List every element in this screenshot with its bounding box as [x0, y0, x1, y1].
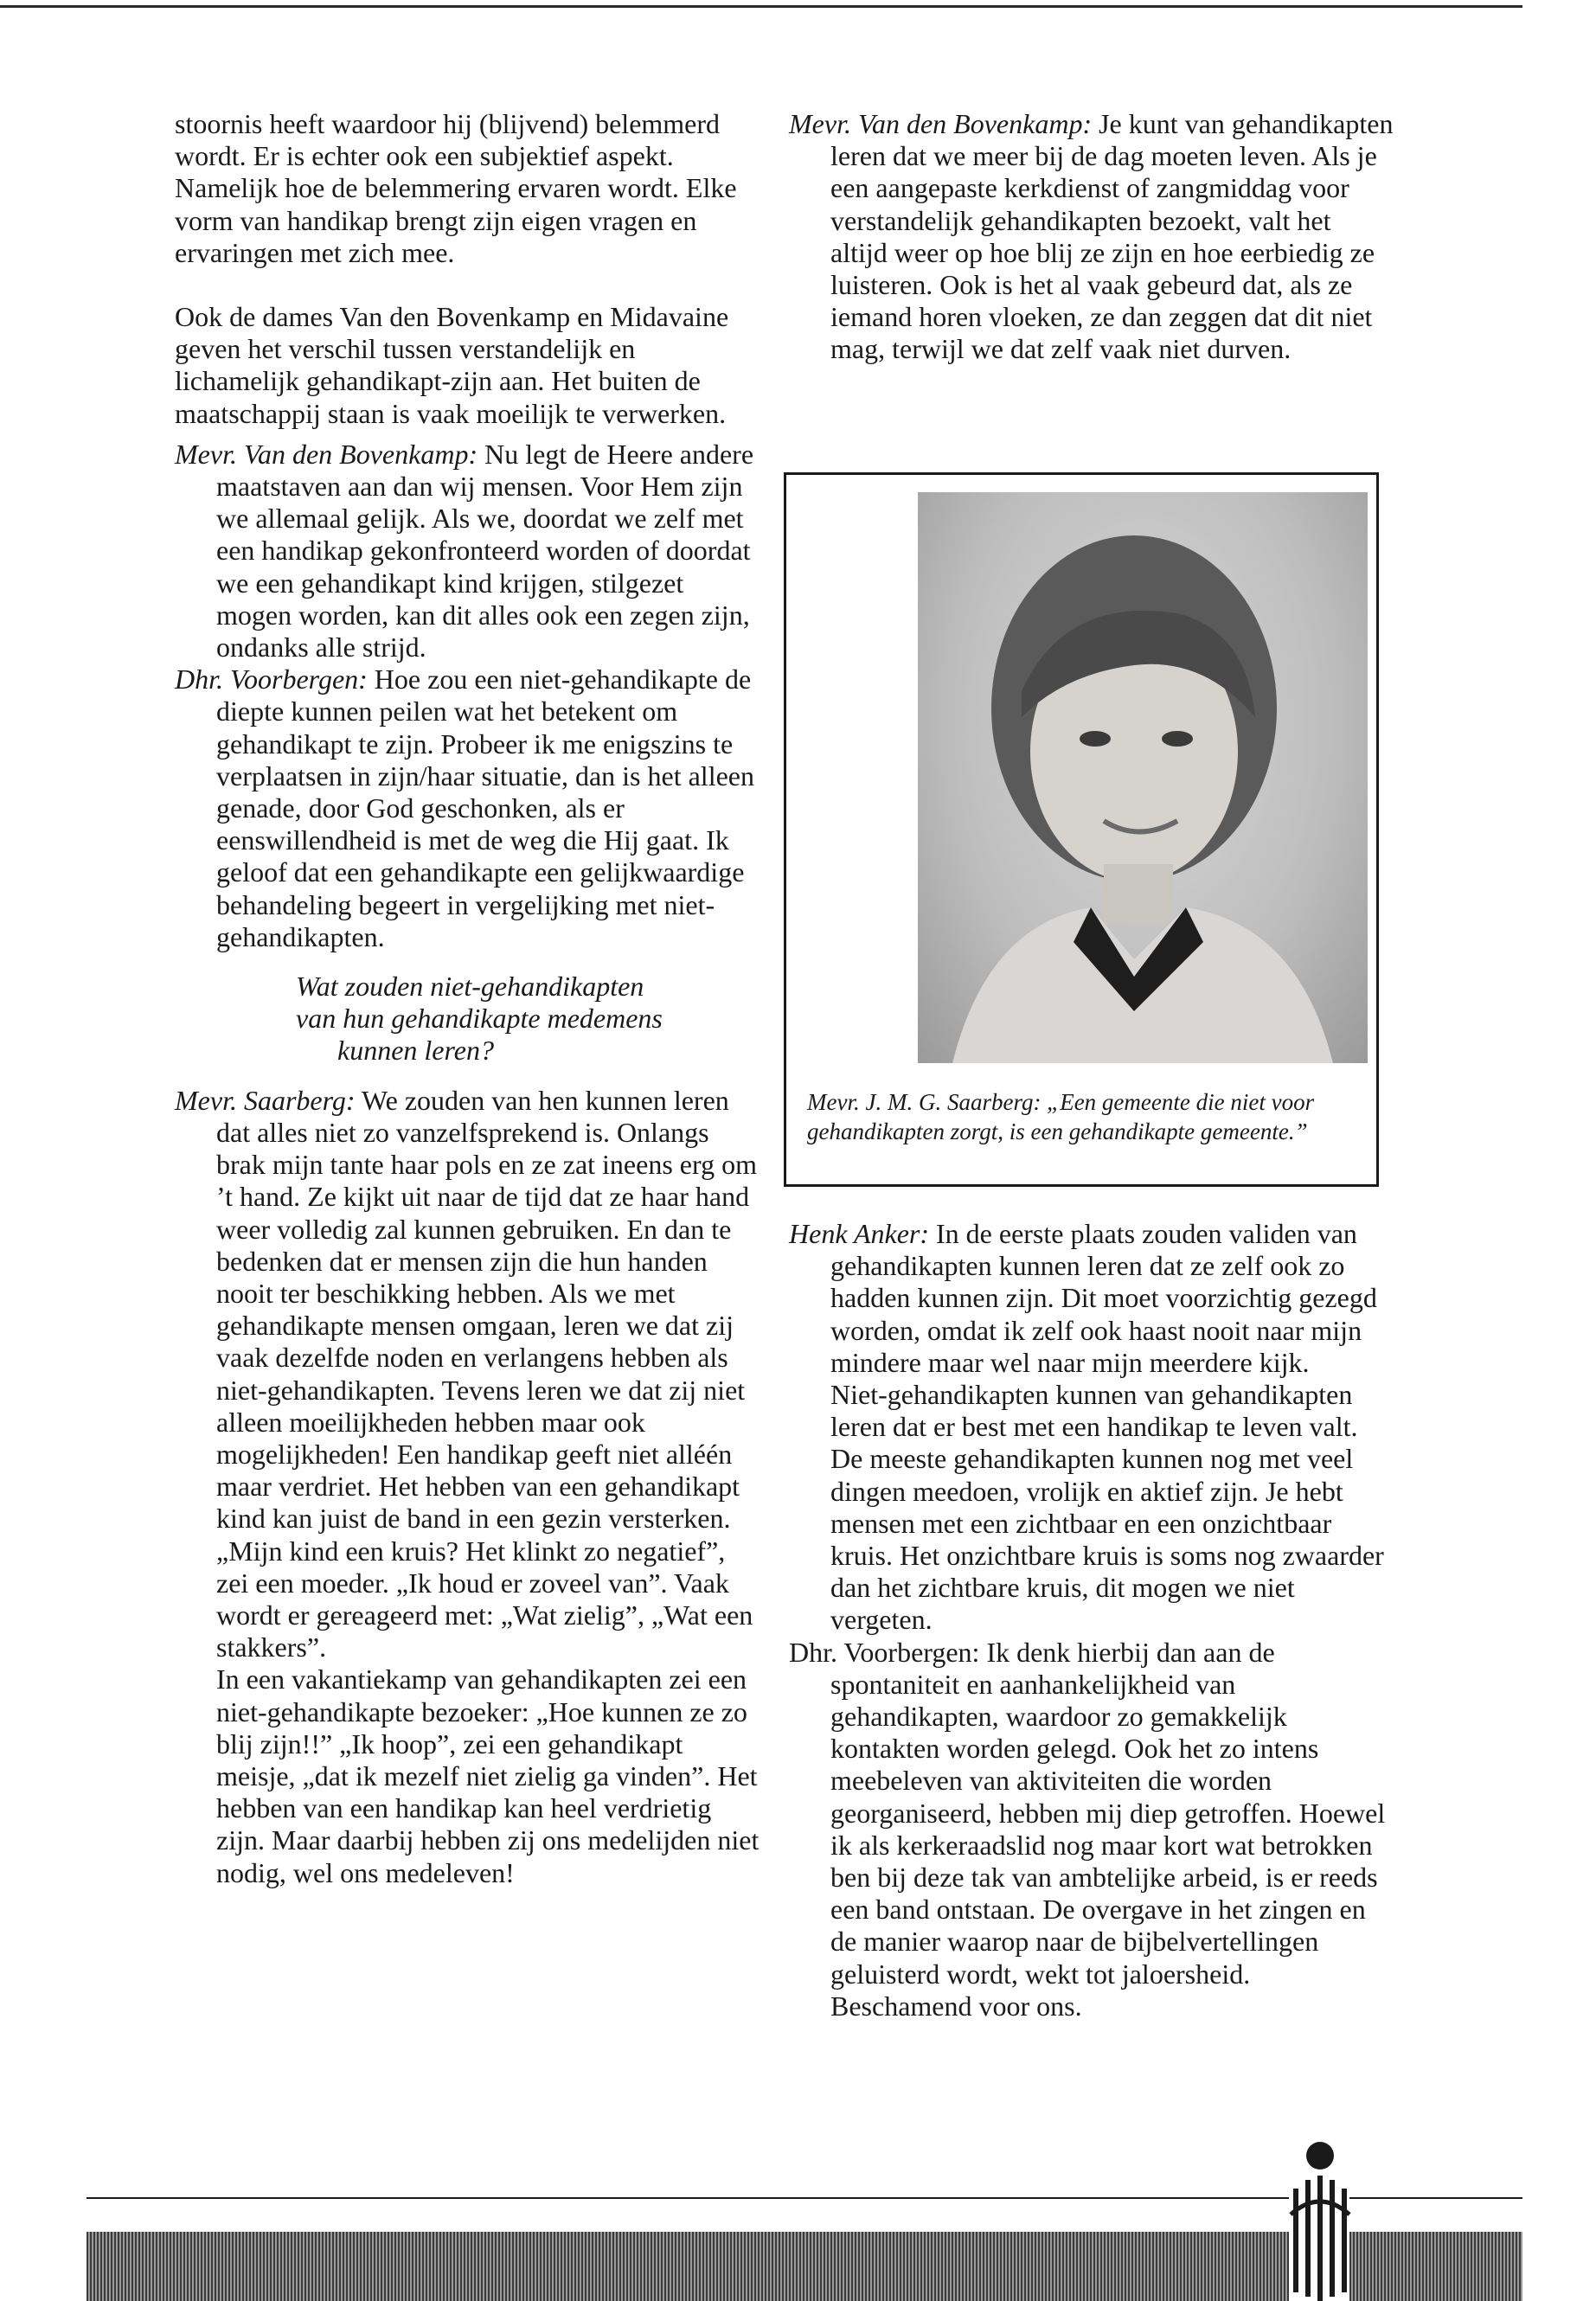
portrait-photo — [918, 492, 1368, 1063]
left-paragraph-4 — [175, 663, 760, 953]
left-paragraph-3 — [175, 439, 760, 663]
right-column-lower — [789, 1218, 1394, 2022]
answer-text: In de eerste plaats zouden validen van gehandikapten kunnen leren dat ze zelf ook zo hadden kunnen zijn. Dit moet voorzichtig gezegd worden, omdat ik zelf ook haast nooit naar mijn mindere maar wel naar mijn meerdere kijk. — [830, 1218, 1377, 1378]
right-paragraph-2 — [789, 1218, 1394, 1379]
left-paragraph-6: In een vakantiekamp van gehandikapten zei een niet-gehandikapte bezoeker: „Hoe kunnen ze zo blij zijn!!” „Ik hoop”, zei een gehandikapt meisje, „dat ik mezelf niet zielig ga vinden”. Het hebben van een handikap kan heel verdrietig zijn. Maar daarbij hebben zij ons medelijden niet nodig, wel ons medeleven! — [216, 1663, 760, 1888]
speaker-bovenkamp: Mevr. Van den Bovenkamp: — [175, 438, 478, 470]
top-rule — [0, 5, 1522, 8]
photo-box — [784, 472, 1379, 1187]
speaker-voorbergen: Dhr. Voorbergen: — [175, 663, 368, 695]
left-paragraph-5 — [175, 1085, 760, 1664]
answer-text: Ik denk hierbij dan aan de spontaniteit en aanhankelijkheid van gehandikapten, waardoor zo gemakkelijk kontakten worden gelegd. Ook het zo intens meebeleven van aktiviteiten die worden georganiseerd, hebben mij diep getroffen. Hoewel ik als kerkeraadslid nog maar kort wat betrokken ben bij deze tak van ambtelijke arbeid, is er reeds een band ontstaan. De overgave in het zingen en de manier waarop naar de bijbelvertellingen geluisterd wordt, wekt tot jaloersheid. Beschamend voor ons. — [830, 1636, 1386, 2022]
photo-caption: Mevr. J. M. G. Saarberg: „Een gemeente die niet voor gehandikapten zorgt, is een gehandikapte gemeente.” — [807, 1089, 1315, 1144]
question-line-1: Wat zouden niet-gehandikapten — [296, 971, 644, 1003]
left-paragraph-1: stoornis heeft waardoor hij (blijvend) belemmerd wordt. Er is echter ook een subjektief aspekt. Namelijk hoe de belemmering ervaren wordt. Elke vorm van handikap brengt zijn eigen vragen en ervaringen met zich mee. — [175, 108, 737, 268]
answer-text: Nu legt de Heere andere maatstaven aan dan wij mensen. Voor Hem zijn we allemaal gelijk. Als we, doordat we zelf met een handikap gekonfronteerd worden of doordat we een gehandikapt kind krijgen, stilgezet mogen worden, kan dit alles ook een zegen zijn, ondanks alle strijd. — [216, 438, 754, 663]
answer-text: Je kunt van gehandikapten leren dat we meer bij de dag moeten leven. Als je een aangepaste kerkdienst of zangmiddag voor verstandelijk gehandikapten bezoekt, valt het altijd weer op hoe blij ze zijn en hoe eerbiedig ze luisteren. Ook is het al vaak gebeurd dat, als ze iemand horen vloeken, ze dan zeggen dat dit niet mag, terwijl we dat zelf vaak niet durven. — [830, 108, 1394, 365]
right-paragraph-1 — [789, 108, 1394, 366]
footer-band-right — [1349, 2232, 1522, 2301]
publication-logo-icon — [1287, 2137, 1353, 2301]
speaker-voorbergen: Dhr. Voorbergen: — [789, 1636, 980, 1668]
footer-rule-right — [1349, 2197, 1522, 2199]
speaker-bovenkamp: Mevr. Van den Bovenkamp: — [789, 108, 1093, 139]
footer-band — [87, 2232, 1289, 2301]
answer-text: We zouden van hen kunnen leren dat alles niet zo vanzelfsprekend is. Onlangs brak mijn tante haar pols en ze zat ineens erg om ’t hand. Ze kijkt uit naar de tijd dat ze haar hand weer volledig zal kunnen gebruiken. En dan te bedenken dat er mensen zijn die hun handen nooit ter beschikking hebben. Als we met gehandikapte mensen omgaan, leren we dat zij vaak dezelfde noden en verlangens hebben als niet-gehandikapten. Tevens leren we dat zij niet alleen moeilijkheden hebben maar ook mogelijkheden! Een handikap geeft niet alléén maar verdriet. Het hebben van een gehandikapt kind kan juist de band in een gezin versterken. „Mijn kind een kruis? Het klinkt zo negatief”, zei een moeder. „Ik houd er zoveel van”. Vaak wordt er gereageerd met: „Wat zielig”, „Wat een stakkers”. — [216, 1084, 757, 1663]
right-paragraph-3: Niet-gehandikapten kunnen van gehandikapten leren dat er best met een handikap te leven valt. De meeste gehandikapten kunnen nog met veel dingen meedoen, vrolijk en aktief zijn. Je hebt mensen met een zichtbaar en een onzichtbaar kruis. Het onzichtbare kruis is soms nog zwaarder dan het zichtbare kruis, dit mogen we niet vergeten. — [830, 1379, 1384, 1636]
speaker-anker: Henk Anker: — [789, 1218, 929, 1249]
portrait-illustration — [918, 492, 1368, 1063]
question-line-2: van hun gehandikapte medemens kunnen leren? — [296, 1003, 663, 1067]
footer-rule — [87, 2197, 1289, 2199]
speaker-saarberg: Mevr. Saarberg: — [175, 1084, 356, 1116]
right-paragraph-4 — [789, 1637, 1394, 2022]
right-column — [789, 108, 1394, 366]
section-question — [296, 971, 746, 1067]
left-column — [175, 108, 760, 1889]
answer-text: Hoe zou een niet-gehandikapte de diepte kunnen peilen wat het betekent om gehandikapt te zijn. Probeer ik me enigszins te verplaatsen in zijn/haar situatie, dan is het alleen genade, door God geschonken, als er eenswillendheid is met de weg die Hij gaat. Ik geloof dat een gehandikapte een gelijkwaardige behandeling begeert in vergelijking met niet-gehandikapten. — [216, 663, 754, 952]
left-paragraph-2: Ook de dames Van den Bovenkamp en Midavaine geven het verschil tussen verstandelijk en lichamelijk gehandikapt-zijn aan. Het buiten de maatschappij staan is vaak moeilijk te verwerken. — [175, 301, 729, 429]
